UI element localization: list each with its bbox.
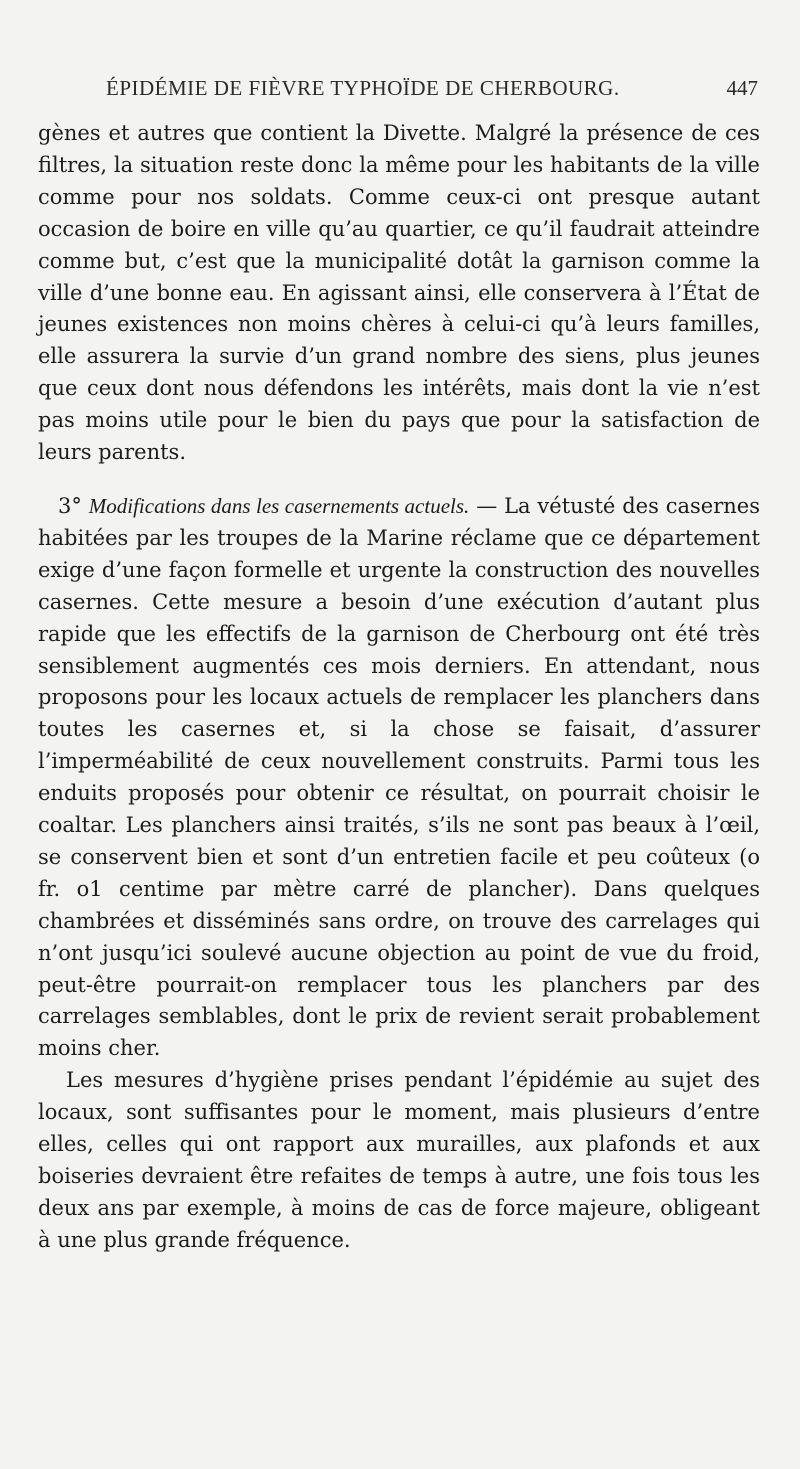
page-number: 447 [726, 76, 758, 100]
running-title: ÉPIDÉMIE DE FIÈVRE TYPHOÏDE DE CHERBOURG. [106, 76, 620, 100]
section-dash: — [476, 493, 498, 518]
section-number: 3° [58, 493, 82, 518]
section-body: La vétusté des casernes habitées par les troupes de la Marine réclame que ce département exige d’une façon formelle et urgente la construction des nouvelles casernes. Cette mesure a besoin d’une exécution d’autant plus rapide que les effectifs de la garnison de Cherbourg ont été très sensiblement augmentés ces mois derniers. En attendant, nous proposons pour les locaux actuels de remplacer les planchers dans toutes les casernes et, si la chose se faisait, d’assurer l’imperméabilité de ceux nouvellement construits. Parmi tous les enduits proposés pour obtenir ce résultat, on pourrait choisir le coaltar. Les planchers ainsi traités, s’ils ne sont pas beaux à l’œil, se conservent bien et sont d’un entretien facile et peu coûteux (o fr. o1 centime par mètre carré de plancher). Dans quelques chambrées et disséminés sans ordre, on trouve des carrelages qui n’ont jusqu’ici soulevé aucune objection au point de vue du froid, peut-être pourrait-on remplacer tous les planchers par des carrelages semblables, dont le prix de revient serait probablement moins cher. [38, 493, 760, 1061]
paragraph-continuation: gènes et autres que contient la Divette. Malgré la présence de ces filtres, la situation reste donc la même pour les habitants de la ville comme pour nos soldats. Comme ceux-ci ont presque autant occasion de boire en ville qu’au quartier, ce qu’il faudrait atteindre comme but, c’est que la municipalité dotât la garnison comme la ville d’une bonne eau. En agissant ainsi, elle conservera à l’État de jeunes existences non moins chères à celui-ci qu’à leurs familles, elle assurera la survie d’un grand nombre des siens, plus jeunes que ceux dont nous défendons les intérêts, mais dont la vie n’est pas moins utile pour le bien du pays que pour la satisfaction de leurs parents. [38, 121, 760, 465]
section-heading: Modifications dans les casernements actuels. [88, 493, 470, 518]
paragraph-hygiene: Les mesures d’hygiène prises pendant l’épidémie au sujet des locaux, sont suffisantes pour le moment, mais plusieurs d’entre elles, celles qui ont rapport aux murailles, aux plafonds et aux boiseries devraient être refaites de temps à autre, une fois tous les deux ans par exemple, à moins de cas de force majeure, obligeant à une plus grande fréquence. [38, 1068, 760, 1252]
body-text [38, 118, 760, 1257]
running-header [38, 76, 758, 112]
paragraph-section-3 [38, 491, 760, 1065]
